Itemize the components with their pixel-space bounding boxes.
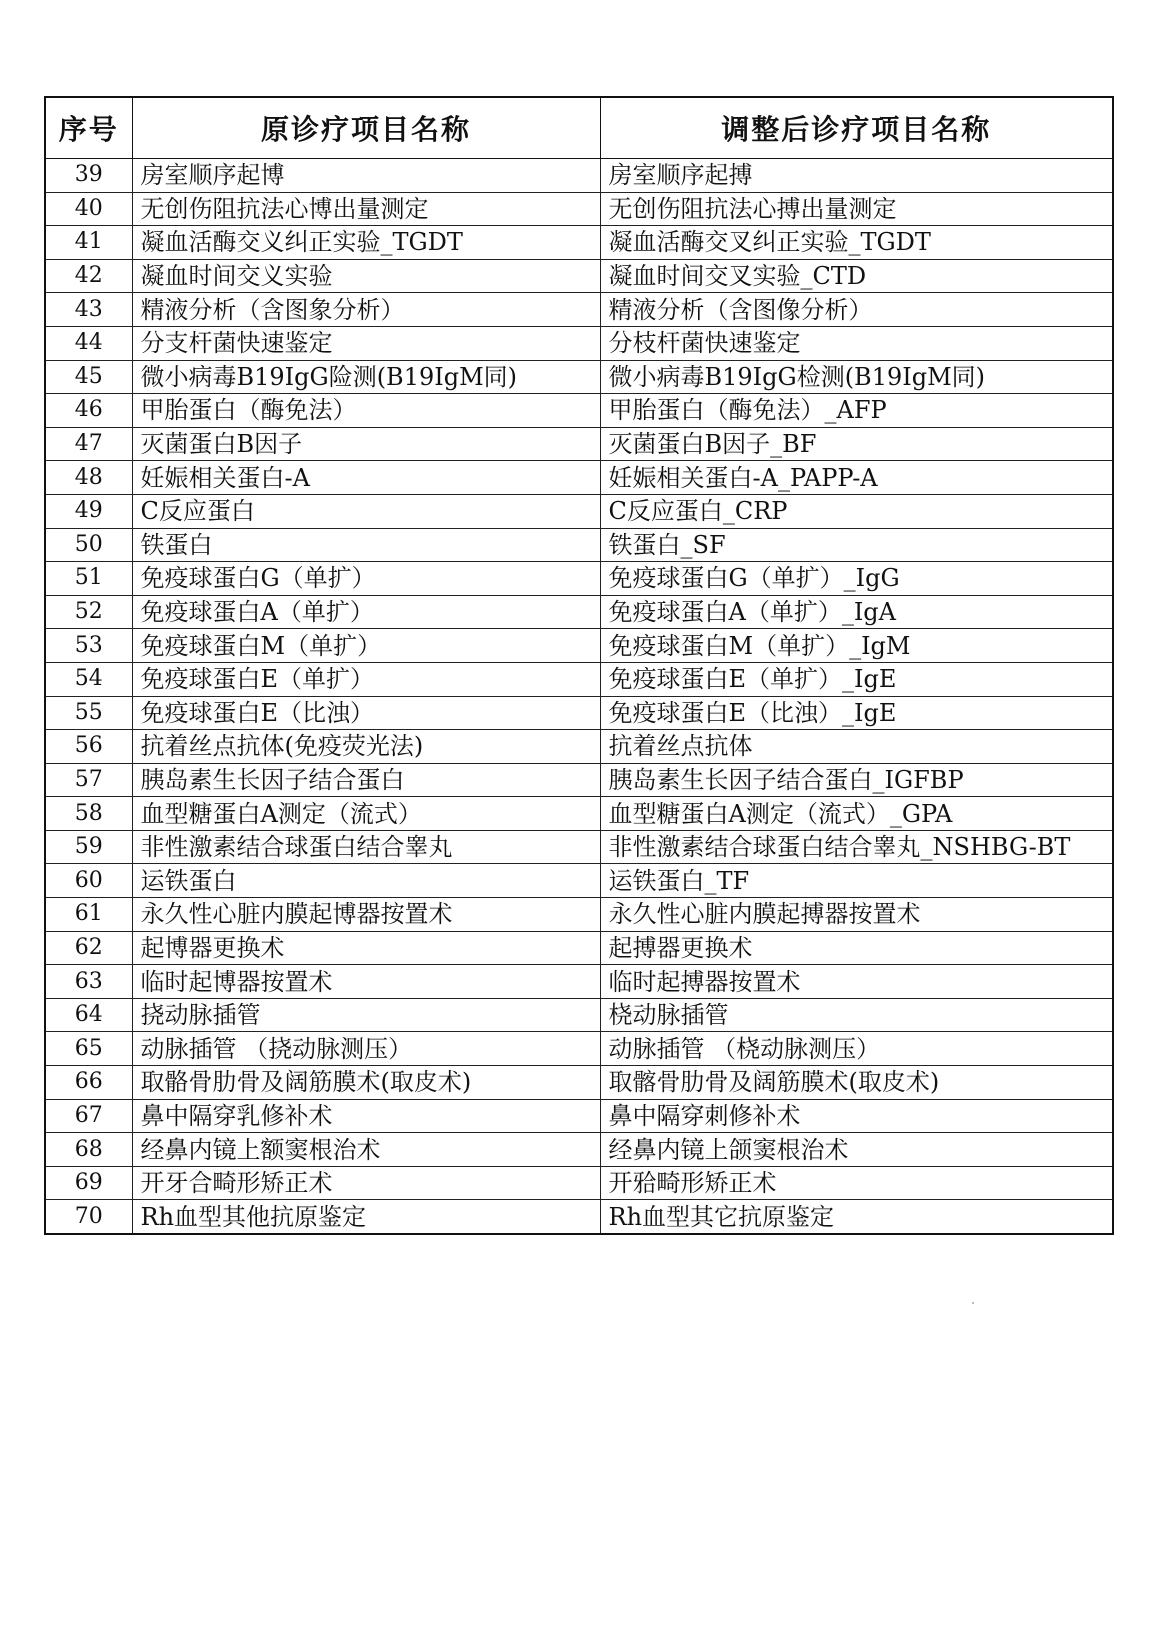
table-row [45,998,1113,1032]
table-row [45,965,1113,999]
original-name-cell: 胰岛素生长因子结合蛋白 [132,763,600,797]
original-name-cell: 免疫球蛋白A（单扩） [132,595,600,629]
adjusted-name-cell: 妊娠相关蛋白-A_PAPP-A [600,461,1113,495]
table-row [45,629,1113,663]
adjusted-name-cell: 凝血活酶交叉纠正实验_TGDT [600,226,1113,260]
original-name-cell: 凝血活酶交义纠正实验_TGDT [132,226,600,260]
original-name-cell: C反应蛋白 [132,494,600,528]
original-name-cell: 微小病毒B19IgG险测(B19IgM同) [132,360,600,394]
table-header-row [45,97,1113,159]
original-name-cell: 非性激素结合球蛋白结合睾丸 [132,830,600,864]
adjusted-name-cell: 房室顺序起搏 [600,159,1113,193]
original-name-cell: 无创伤阻抗法心博出量测定 [132,192,600,226]
adjusted-name-cell: Rh血型其它抗原鉴定 [600,1200,1113,1234]
original-name-cell: Rh血型其他抗原鉴定 [132,1200,600,1234]
table-row [45,595,1113,629]
adjusted-name-cell: 动脉插管 （桡动脉测压） [600,1032,1113,1066]
adjusted-name-cell: 免疫球蛋白E（比浊）_IgE [600,696,1113,730]
seq-cell: 63 [45,965,132,999]
original-name-cell: 免疫球蛋白E（比浊） [132,696,600,730]
adjusted-name-cell: 甲胎蛋白（酶免法）_AFP [600,394,1113,428]
table-row [45,1133,1113,1167]
seq-cell: 59 [45,830,132,864]
document-page [44,96,1112,1235]
table-row [45,1200,1113,1234]
table-row [45,1066,1113,1100]
adjusted-name-cell: 胰岛素生长因子结合蛋白_IGFBP [600,763,1113,797]
adjusted-name-cell: C反应蛋白_CRP [600,494,1113,528]
original-name-cell: 血型糖蛋白A测定（流式） [132,797,600,831]
seq-cell: 60 [45,864,132,898]
original-name-cell: 凝血时间交义实验 [132,259,600,293]
table-row [45,898,1113,932]
seq-cell: 48 [45,461,132,495]
table-row [45,226,1113,260]
table-row [45,461,1113,495]
table-row [45,730,1113,764]
table-row [45,360,1113,394]
seq-cell: 57 [45,763,132,797]
seq-cell: 42 [45,259,132,293]
header-original-name: 原诊疗项目名称 [132,97,600,159]
table-row [45,1166,1113,1200]
item-name-table [44,96,1114,1235]
table-row [45,1032,1113,1066]
original-name-cell: 经鼻内镜上额窦根治术 [132,1133,600,1167]
adjusted-name-cell: 免疫球蛋白A（单扩）_IgA [600,595,1113,629]
original-name-cell: 房室顺序起博 [132,159,600,193]
seq-cell: 61 [45,898,132,932]
scan-speck [972,1302,974,1304]
table-row [45,1099,1113,1133]
adjusted-name-cell: 桡动脉插管 [600,998,1113,1032]
seq-cell: 55 [45,696,132,730]
adjusted-name-cell: 精液分析（含图像分析） [600,293,1113,327]
table-row [45,763,1113,797]
table-row [45,394,1113,428]
adjusted-name-cell: 取髂骨肋骨及阔筋膜术(取皮术) [600,1066,1113,1100]
original-name-cell: 免疫球蛋白G（单扩） [132,562,600,596]
seq-cell: 47 [45,427,132,461]
original-name-cell: 起博器更换术 [132,931,600,965]
table-row [45,427,1113,461]
seq-cell: 53 [45,629,132,663]
adjusted-name-cell: 开𬌗畸形矫正术 [600,1166,1113,1200]
seq-cell: 62 [45,931,132,965]
seq-cell: 44 [45,326,132,360]
seq-cell: 52 [45,595,132,629]
seq-cell: 54 [45,662,132,696]
original-name-cell: 免疫球蛋白M（单扩） [132,629,600,663]
original-name-cell: 分支杆菌快速鉴定 [132,326,600,360]
table-row [45,696,1113,730]
original-name-cell: 鼻中隔穿乳修补术 [132,1099,600,1133]
adjusted-name-cell: 运铁蛋白_TF [600,864,1113,898]
table-row [45,159,1113,193]
seq-cell: 66 [45,1066,132,1100]
original-name-cell: 甲胎蛋白（酶免法） [132,394,600,428]
adjusted-name-cell: 铁蛋白_SF [600,528,1113,562]
table-row [45,864,1113,898]
table-row [45,528,1113,562]
adjusted-name-cell: 起搏器更换术 [600,931,1113,965]
adjusted-name-cell: 鼻中隔穿刺修补术 [600,1099,1113,1133]
adjusted-name-cell: 灭菌蛋白B因子_BF [600,427,1113,461]
original-name-cell: 灭菌蛋白B因子 [132,427,600,461]
adjusted-name-cell: 分枝杆菌快速鉴定 [600,326,1113,360]
table-row [45,326,1113,360]
seq-cell: 56 [45,730,132,764]
seq-cell: 49 [45,494,132,528]
original-name-cell: 永久性心脏内膜起博器按置术 [132,898,600,932]
adjusted-name-cell: 抗着丝点抗体 [600,730,1113,764]
header-adjusted-name: 调整后诊疗项目名称 [600,97,1113,159]
adjusted-name-cell: 非性激素结合球蛋白结合睾丸_NSHBG-BT [600,830,1113,864]
seq-cell: 70 [45,1200,132,1234]
table-row [45,293,1113,327]
table-body [45,159,1113,1235]
seq-cell: 58 [45,797,132,831]
seq-cell: 68 [45,1133,132,1167]
seq-cell: 46 [45,394,132,428]
table-row [45,830,1113,864]
table-row [45,562,1113,596]
seq-cell: 39 [45,159,132,193]
seq-cell: 67 [45,1099,132,1133]
original-name-cell: 运铁蛋白 [132,864,600,898]
adjusted-name-cell: 凝血时间交叉实验_CTD [600,259,1113,293]
original-name-cell: 免疫球蛋白E（单扩） [132,662,600,696]
adjusted-name-cell: 免疫球蛋白E（单扩）_IgE [600,662,1113,696]
seq-cell: 51 [45,562,132,596]
seq-cell: 43 [45,293,132,327]
original-name-cell: 动脉插管 （挠动脉测压） [132,1032,600,1066]
adjusted-name-cell: 免疫球蛋白M（单扩）_IgM [600,629,1113,663]
table-row [45,931,1113,965]
seq-cell: 41 [45,226,132,260]
original-name-cell: 挠动脉插管 [132,998,600,1032]
original-name-cell: 开牙合畸形矫正术 [132,1166,600,1200]
original-name-cell: 抗着丝点抗体(免疫荧光法) [132,730,600,764]
original-name-cell: 铁蛋白 [132,528,600,562]
adjusted-name-cell: 永久性心脏内膜起搏器按置术 [600,898,1113,932]
adjusted-name-cell: 血型糖蛋白A测定（流式）_GPA [600,797,1113,831]
seq-cell: 40 [45,192,132,226]
original-name-cell: 妊娠相关蛋白-A [132,461,600,495]
header-seq: 序号 [45,97,132,159]
seq-cell: 69 [45,1166,132,1200]
adjusted-name-cell: 临时起搏器按置术 [600,965,1113,999]
original-name-cell: 精液分析（含图象分析） [132,293,600,327]
seq-cell: 65 [45,1032,132,1066]
seq-cell: 64 [45,998,132,1032]
table-row [45,662,1113,696]
adjusted-name-cell: 微小病毒B19IgG检测(B19IgM同) [600,360,1113,394]
adjusted-name-cell: 无创伤阻抗法心搏出量测定 [600,192,1113,226]
table-row [45,259,1113,293]
original-name-cell: 临时起博器按置术 [132,965,600,999]
seq-cell: 50 [45,528,132,562]
table-row [45,797,1113,831]
table-row [45,192,1113,226]
adjusted-name-cell: 免疫球蛋白G（单扩）_IgG [600,562,1113,596]
adjusted-name-cell: 经鼻内镜上颌窦根治术 [600,1133,1113,1167]
original-name-cell: 取骼骨肋骨及阔筋膜术(取皮术) [132,1066,600,1100]
table-row [45,494,1113,528]
seq-cell: 45 [45,360,132,394]
